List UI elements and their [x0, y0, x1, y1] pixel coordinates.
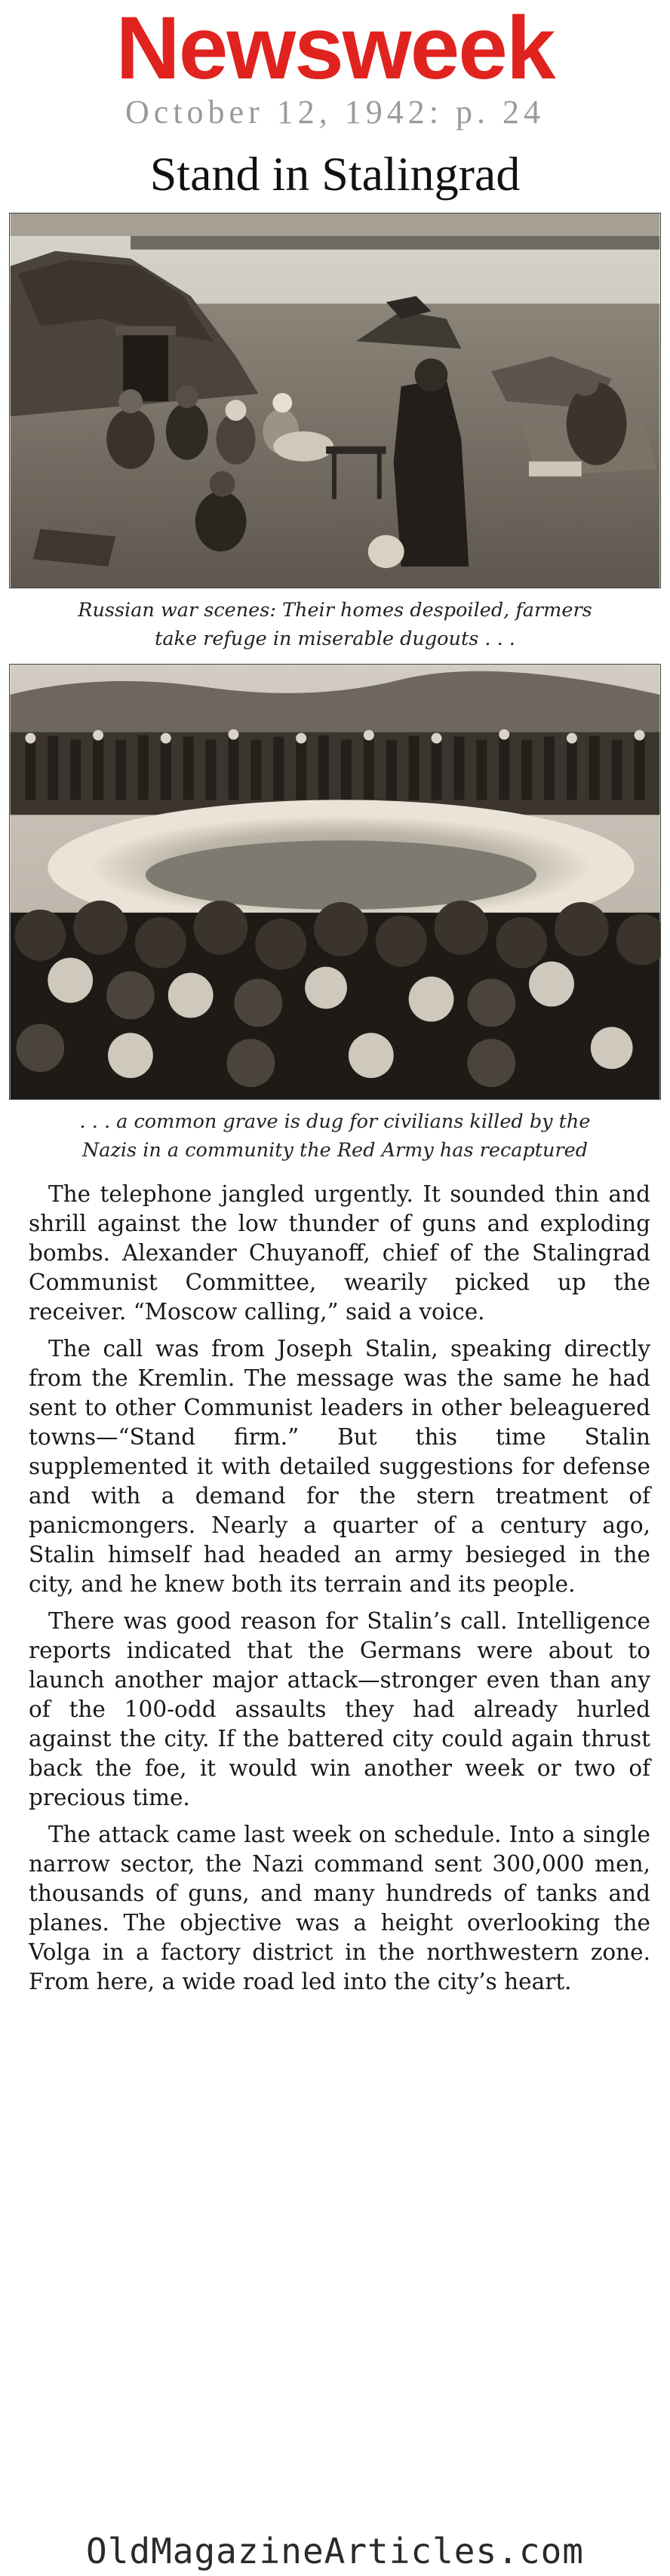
common-grave-photo: [9, 664, 661, 1100]
dugout-photo: [9, 213, 661, 588]
masthead: [9, 0, 661, 98]
article-paragraph-1: The telephone jangled urgently. It sounded thin and shrill against the low thunder of guns and exploding bombs. Alexander Chuyanoff, chief of the Stalingrad Communist Committee, wearily picked up the receiver. “Moscow calling,” said a voice.: [29, 1181, 650, 1325]
magazine-name: Newsweek: [115, 0, 555, 98]
article-paragraph-3: There was good reason for Stalin’s call. Intelligence reports indicated that the Germans were about to launch another major attack—stronger even than any of the 100-odd assaults they had already hurled against the city. If the battered city could again thrust back the foe, it would win another week or two of precious time.: [29, 1608, 650, 1810]
article-paragraph-2: The call was from Joseph Stalin, speaking directly from the Kremlin. The message was the same he had sent to other Communist leaders in other beleaguered towns—“Stand firm.” But this time Stalin supplemented it with detailed suggestions for defense and with a demand for the stern treatment of panicmongers. Nearly a quarter of a century ago, Stalin himself had headed an army besieged in the city, and he knew both its terrain and its people.: [29, 1336, 650, 1597]
caption-2-line-1: . . . a common grave is dug for civilians killed by the: [79, 1110, 591, 1133]
issue-date-line: October 12, 1942: p. 24: [125, 94, 545, 130]
article-body: [9, 1175, 661, 1997]
article-paragraph-4: The attack came last week on schedule. Into a single narrow sector, the Nazi command sent 300,000 men, thousands of guns, and many hundreds of tanks and planes. The objective was a height overlooking the Volga in a factory district in the northwestern zone. From here, a wide road led into the city’s heart.: [29, 1822, 650, 1994]
caption-1-line-2: take refuge in miserable dugouts . . .: [155, 628, 515, 650]
site-footer: OldMagazineArticles.com: [86, 2531, 584, 2571]
article-headline: Stand in Stalingrad: [149, 147, 521, 201]
photo-caption-2: [9, 1100, 661, 1175]
caption-1-line-1: Russian war scenes: Their homes despoiled, farmers: [78, 599, 592, 622]
photo-caption-1: [9, 588, 661, 664]
caption-2-line-2: Nazis in a community the Red Army has recaptured: [81, 1139, 589, 1162]
